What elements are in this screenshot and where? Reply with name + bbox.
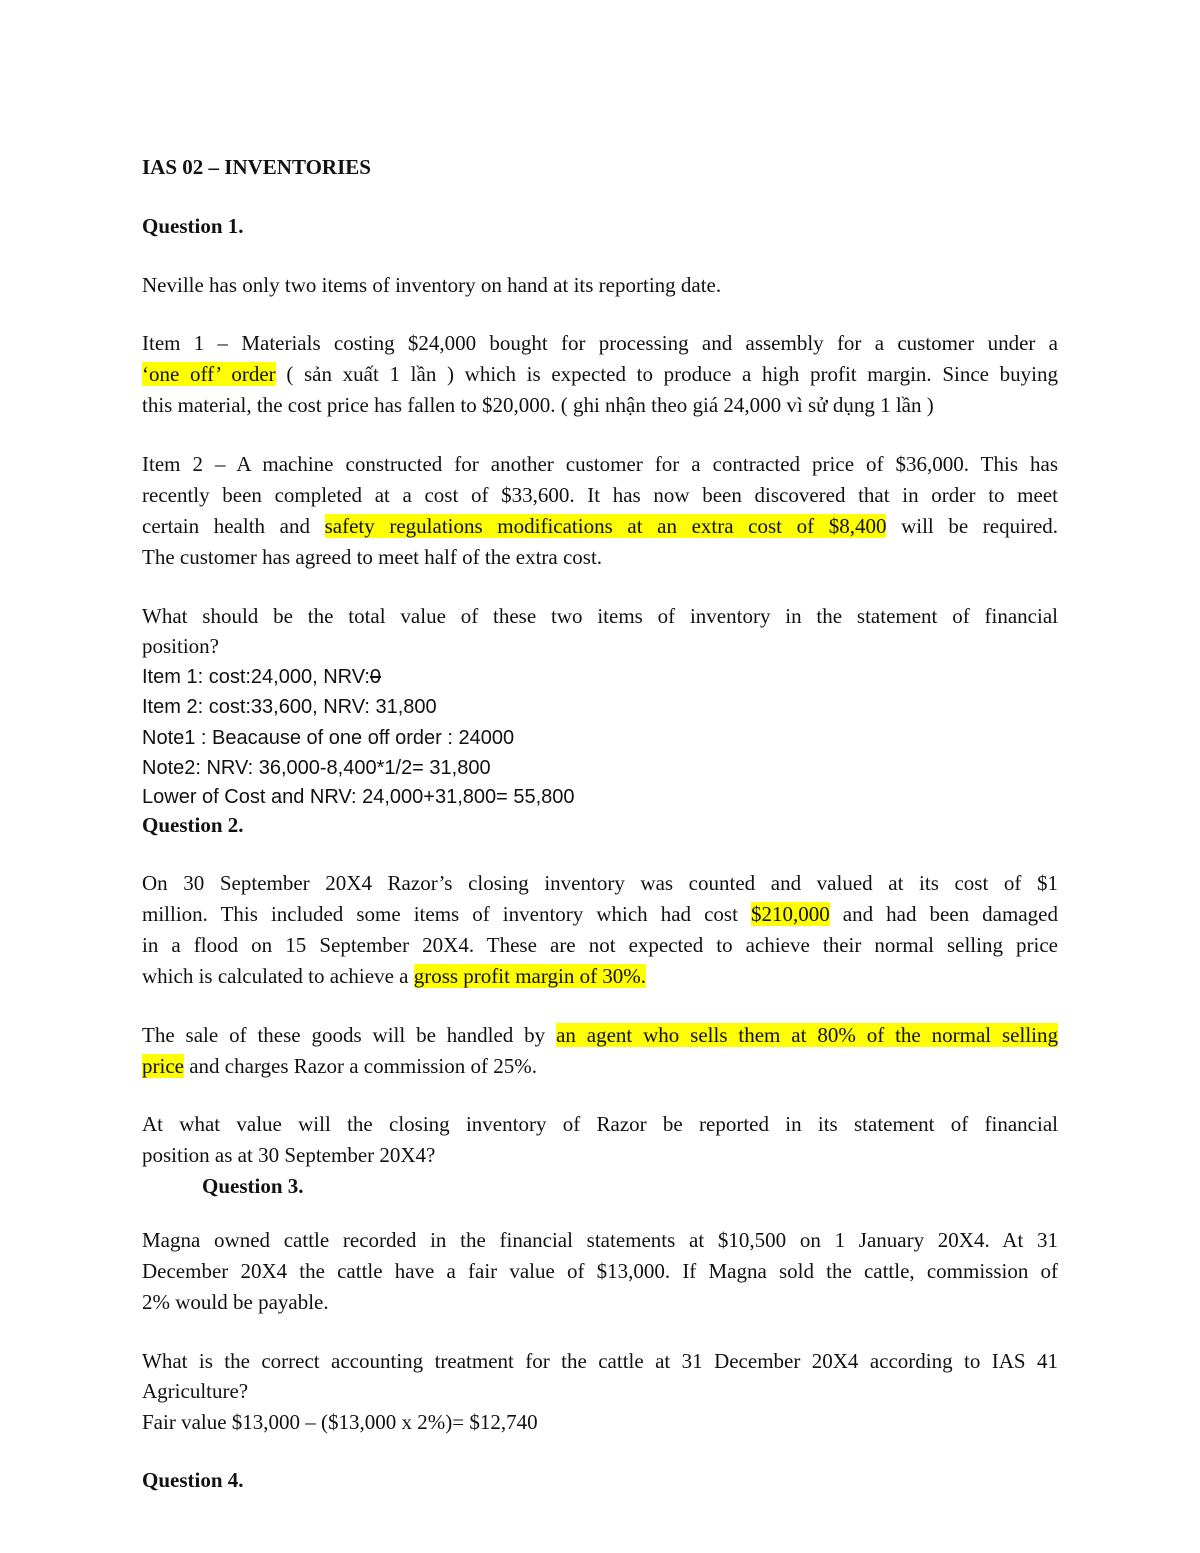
question-2-para-1-line-4: which is calculated to achieve a gross profit margin of 30%.	[142, 964, 647, 988]
question-2-para-2-line-2: price and charges Razor a commission of 25%.	[142, 1054, 538, 1078]
item-2-line-3: certain health and safety regulations modifications at an extra cost of $8,400 will be required.	[142, 514, 1059, 538]
question-3-para-line-1: Magna owned cattle recorded in the financial statements at $10,500 on 1 January 20X4. At 31	[142, 1228, 1058, 1252]
struck-value: 0	[369, 666, 382, 688]
question-3-heading: Question 3.	[202, 1174, 304, 1198]
question-1-ask-line-1: What should be the total value of these two items of inventory in the statement of financial	[142, 604, 1058, 628]
highlight-one-off-order: ‘one off’ order	[142, 362, 276, 386]
item-1-line-2: ‘one off’ order ( sản xuất 1 lần ) which is expected to produce a high profit margin. Since buying	[142, 362, 1058, 386]
question-2-heading: Question 2.	[142, 813, 244, 837]
answer-1-line-2: Item 2: cost:33,600, NRV: 31,800	[142, 696, 437, 718]
question-2-para-1-line-2: million. This included some items of inventory which had cost $210,000 and had been damaged	[142, 902, 1058, 926]
question-2-ask-line-1: At what value will the closing inventory of Razor be reported in its statement of financial	[142, 1112, 1058, 1136]
question-4-heading: Question 4.	[142, 1468, 244, 1492]
answer-1-line-5: Lower of Cost and NRV: 24,000+31,800= 55,800	[142, 786, 575, 808]
highlight-damaged-cost: $210,000	[750, 902, 830, 926]
answer-1-line-3: Note1 : Beacause of one off order : 24000	[142, 727, 515, 749]
question-1-ask-line-2: position?	[142, 634, 219, 658]
answer-1-line-1: Item 1: cost:24,000, NRV:0	[142, 666, 382, 688]
item-2-line-2: recently been completed at a cost of $33,600. It has now been discovered that in order to meet	[142, 483, 1058, 507]
highlight-gross-margin: gross profit margin of 30%.	[413, 964, 647, 988]
question-2-para-1-line-1: On 30 September 20X4 Razor’s closing inventory was counted and valued at its cost of $1	[142, 871, 1058, 895]
question-3-ask-line-1: What is the correct accounting treatment for the cattle at 31 December 20X4 according to IAS 41	[142, 1349, 1058, 1373]
highlight-agent-terms: an agent who sells them at 80% of the normal selling	[556, 1023, 1058, 1047]
question-3-para-line-3: 2% would be payable.	[142, 1290, 329, 1314]
highlight-extra-cost: safety regulations modifications at an extra cost of $8,400	[324, 514, 887, 538]
item-2-line-1: Item 2 – A machine constructed for another customer for a contracted price of $36,000. This has	[142, 452, 1058, 476]
question-3-para-line-2: December 20X4 the cattle have a fair value of $13,000. If Magna sold the cattle, commission of	[142, 1259, 1058, 1283]
question-1-heading: Question 1.	[142, 214, 244, 238]
answer-1-line-4: Note2: NRV: 36,000-8,400*1/2= 31,800	[142, 757, 491, 779]
document-title: IAS 02 – INVENTORIES	[142, 155, 371, 179]
item-1-line-3: this material, the cost price has fallen to $20,000. ( ghi nhận theo giá 24,000 vì sử dụng 1 lần )	[142, 393, 934, 417]
question-1-intro: Neville has only two items of inventory on hand at its reporting date.	[142, 273, 722, 297]
question-2-para-1-line-3: in a flood on 15 September 20X4. These are not expected to achieve their normal selling price	[142, 933, 1058, 957]
question-2-ask-line-2: position as at 30 September 20X4?	[142, 1143, 436, 1167]
highlight-price: price	[142, 1054, 184, 1078]
item-1-line-1: Item 1 – Materials costing $24,000 bought for processing and assembly for a customer under a	[142, 331, 1058, 355]
question-3-answer: Fair value $13,000 – ($13,000 x 2%)= $12,740	[142, 1410, 538, 1434]
question-2-para-2-line-1: The sale of these goods will be handled by an agent who sells them at 80% of the normal selling	[142, 1023, 1058, 1047]
item-2-line-4: The customer has agreed to meet half of the extra cost.	[142, 545, 603, 569]
question-3-ask-line-2: Agriculture?	[142, 1379, 249, 1403]
